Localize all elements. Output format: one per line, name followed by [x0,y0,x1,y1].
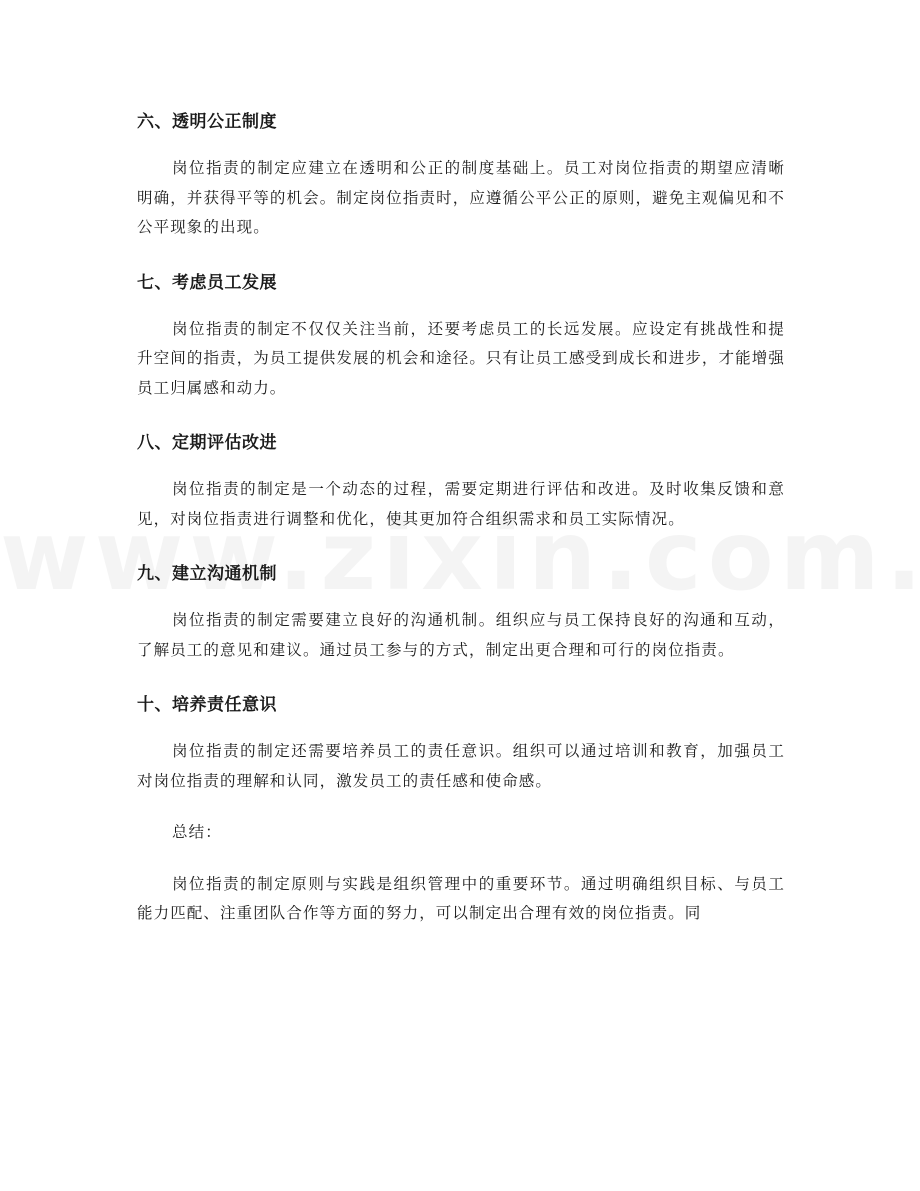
section-heading-8: 八、定期评估改进 [137,433,277,453]
section-heading-10: 十、培养责任意识 [137,695,277,715]
document-content [137,104,785,929]
summary-label: 总结： [172,823,222,841]
section-body-7: 岗位指责的制定不仅仅关注当前，还要考虑员工的长远发展。应设定有挑战性和提升空间的指责，为员工提供发展的机会和途径。只有让员工感受到成长和进步，才能增强员工归属感和动力。 [137,319,785,397]
section-body-9: 岗位指责的制定需要建立良好的沟通机制。组织应与员工保持良好的沟通和互动，了解员工的意见和建议。通过员工参与的方式，制定出更合理和可行的岗位指责。 [137,611,785,659]
section-body-6: 岗位指责的制定应建立在透明和公正的制度基础上。员工对岗位指责的期望应清晰明确，并获得平等的机会。制定岗位指责时，应遵循公平公正的原则，避免主观偏见和不公平现象的出现。 [137,159,785,236]
section-heading-9: 九、建立沟通机制 [137,564,277,584]
section-body-10: 岗位指责的制定还需要培养员工的责任意识。组织可以通过培训和教育，加强员工对岗位指责的理解和认同，激发员工的责任感和使命感。 [137,742,785,790]
summary-body: 岗位指责的制定原则与实践是组织管理中的重要环节。通过明确组织目标、与员工能力匹配、注重团队合作等方面的努力，可以制定出合理有效的岗位指责。同 [137,874,785,922]
section-heading-6: 六、透明公正制度 [137,112,277,132]
section-body-8: 岗位指责的制定是一个动态的过程，需要定期进行评估和改进。及时收集反馈和意见，对岗位指责进行调整和优化，使其更加符合组织需求和员工实际情况。 [137,480,785,528]
section-heading-7: 七、考虑员工发展 [137,272,277,293]
